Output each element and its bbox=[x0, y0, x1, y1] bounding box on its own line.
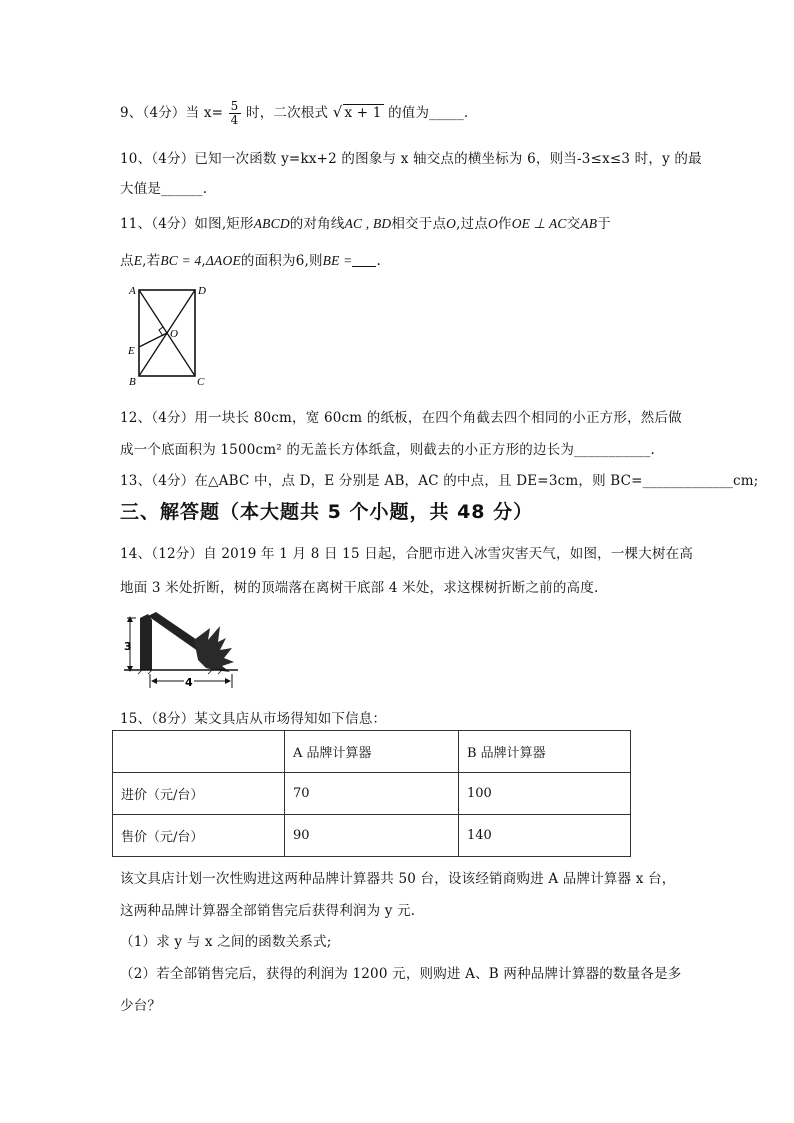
q9-suffix: 的值为_____. bbox=[388, 105, 469, 121]
q11-perpendicular: OE ⊥ AC bbox=[511, 216, 567, 231]
table-cell: 140 bbox=[459, 815, 631, 857]
tree-trunk bbox=[140, 614, 152, 670]
q12-line-1: 12、（4分）用一块长 80cm，宽 60cm 的纸板，在四个角截去四个相同的小正方形，然后做 bbox=[120, 410, 682, 426]
q14-line-1: 14、（12分）自 2019 年 1 月 8 日 15 日起，合肥市进入冰雪灾害天气，如图，一棵大树在高 bbox=[120, 546, 694, 562]
info-table bbox=[112, 730, 631, 857]
label-a: A bbox=[129, 285, 136, 297]
table-header-row bbox=[113, 731, 631, 773]
q11-diagonals: AC , BD bbox=[344, 216, 392, 231]
table-row bbox=[113, 773, 631, 815]
q11-text: 相交于点 bbox=[391, 216, 447, 232]
q10-line-1: 10、（4分）已知一次函数 y=kx+2 的图象与 x 轴交点的横坐标为 6，则当-3≤x≤3 时，y 的最 bbox=[120, 151, 702, 167]
q9-fraction-denominator: 4 bbox=[230, 113, 239, 127]
q11-answer-blank bbox=[352, 254, 376, 267]
q11-text: 点 bbox=[120, 253, 134, 269]
q15-intro: 15、（8分）某文具店从市场得知如下信息： bbox=[120, 711, 387, 727]
section-heading: 三、解答题（本大题共 5 个小题，共 48 分） bbox=[120, 501, 534, 523]
q15-subquestion-2-line-1: （2）若全部销售完后，获得的利润为 1200 元，则购进 A、B 两种品牌计算器的数量各是多 bbox=[120, 966, 682, 982]
row-label-price: 售价（元/台） bbox=[113, 815, 285, 857]
q15-paragraph-1: 该文具店计划一次性购进这两种品牌计算器共 50 台，设该经销商购进 A 品牌计算器 x 台， bbox=[120, 871, 676, 887]
q11-text: 11、（4分）如图,矩形 bbox=[120, 216, 254, 232]
q14-line-2: 地面 3 米处折断，树的顶端落在离树干底部 4 米处，求这棵树折断之前的高度. bbox=[120, 580, 599, 596]
q10-line-2: 大值是______. bbox=[120, 181, 208, 197]
q11-text: 于 bbox=[597, 216, 611, 232]
q11-text: 的面积为6,则 bbox=[240, 253, 323, 269]
question-9 bbox=[120, 100, 468, 127]
table-cell: 90 bbox=[285, 815, 459, 857]
label-c: C bbox=[197, 376, 205, 388]
label-o: O bbox=[170, 328, 178, 340]
q15-subquestion-2-line-2: 少台？ bbox=[120, 998, 162, 1014]
radical-sign-icon: √ bbox=[332, 103, 343, 121]
q11-line-2 bbox=[120, 249, 381, 269]
height-label: 3 bbox=[124, 640, 132, 653]
q11-rect-label: ABCD bbox=[253, 216, 290, 231]
q11-bc-value: BC = 4 bbox=[160, 253, 202, 268]
q9-radicand: x + 1 bbox=[344, 105, 382, 121]
q11-text: 作 bbox=[497, 216, 512, 232]
q11-text: ,过点 bbox=[456, 216, 489, 232]
label-d: D bbox=[198, 285, 206, 297]
table-row bbox=[113, 815, 631, 857]
row-label-cost: 进价（元/台） bbox=[113, 773, 285, 815]
q9-prefix: 9、（4分）当 x= bbox=[120, 105, 224, 121]
q11-text: , bbox=[201, 253, 206, 269]
table-header-a: A 品牌计算器 bbox=[285, 731, 459, 773]
label-b: B bbox=[129, 376, 136, 388]
q11-be: BE = bbox=[322, 253, 353, 268]
q15-paragraph-2: 这两种品牌计算器全部销售完后获得利润为 y 元. bbox=[120, 903, 416, 919]
q11-segment-ab: AB bbox=[580, 216, 598, 231]
q11-text: 交 bbox=[566, 216, 581, 232]
rectangle-figure bbox=[124, 283, 214, 389]
broken-tree-figure bbox=[122, 608, 242, 690]
q13-text: 13、（4分）在△ABC 中，点 D，E 分别是 AB，AC 的中点，且 DE=3cm，则 BC=_____________cm; bbox=[120, 473, 759, 489]
distance-label: 4 bbox=[185, 676, 193, 689]
q11-triangle: ΔAOE bbox=[205, 253, 241, 268]
q9-fraction bbox=[229, 100, 241, 127]
arrow-down-icon bbox=[127, 666, 133, 672]
tree-crown bbox=[194, 626, 234, 672]
q11-point-o: O bbox=[488, 216, 498, 231]
table-cell: 100 bbox=[459, 773, 631, 815]
q9-middle-text: 时，二次根式 bbox=[246, 105, 329, 121]
q11-point-o: O bbox=[446, 216, 457, 231]
q15-subquestion-1: （1）求 y 与 x 之间的函数关系式; bbox=[120, 934, 332, 950]
label-e: E bbox=[128, 345, 135, 357]
arrow-right-icon bbox=[225, 678, 231, 684]
q11-text: 的对角线 bbox=[289, 216, 345, 232]
arrow-left-icon bbox=[151, 678, 157, 684]
table-cell bbox=[113, 731, 285, 773]
q11-text: ,若 bbox=[142, 253, 161, 269]
q11-point-e: E bbox=[133, 253, 143, 268]
q11-line-1 bbox=[120, 212, 611, 232]
table-cell: 70 bbox=[285, 773, 459, 815]
q11-text: . bbox=[376, 253, 381, 269]
q9-fraction-numerator: 5 bbox=[230, 99, 239, 113]
q12-line-2: 成一个底面积为 1500cm² 的无盖长方体纸盒，则截去的小正方形的边长为___________. bbox=[120, 442, 656, 458]
right-angle-mark bbox=[159, 327, 163, 336]
arrow-up-icon bbox=[127, 616, 133, 622]
table-header-b: B 品牌计算器 bbox=[459, 731, 631, 773]
